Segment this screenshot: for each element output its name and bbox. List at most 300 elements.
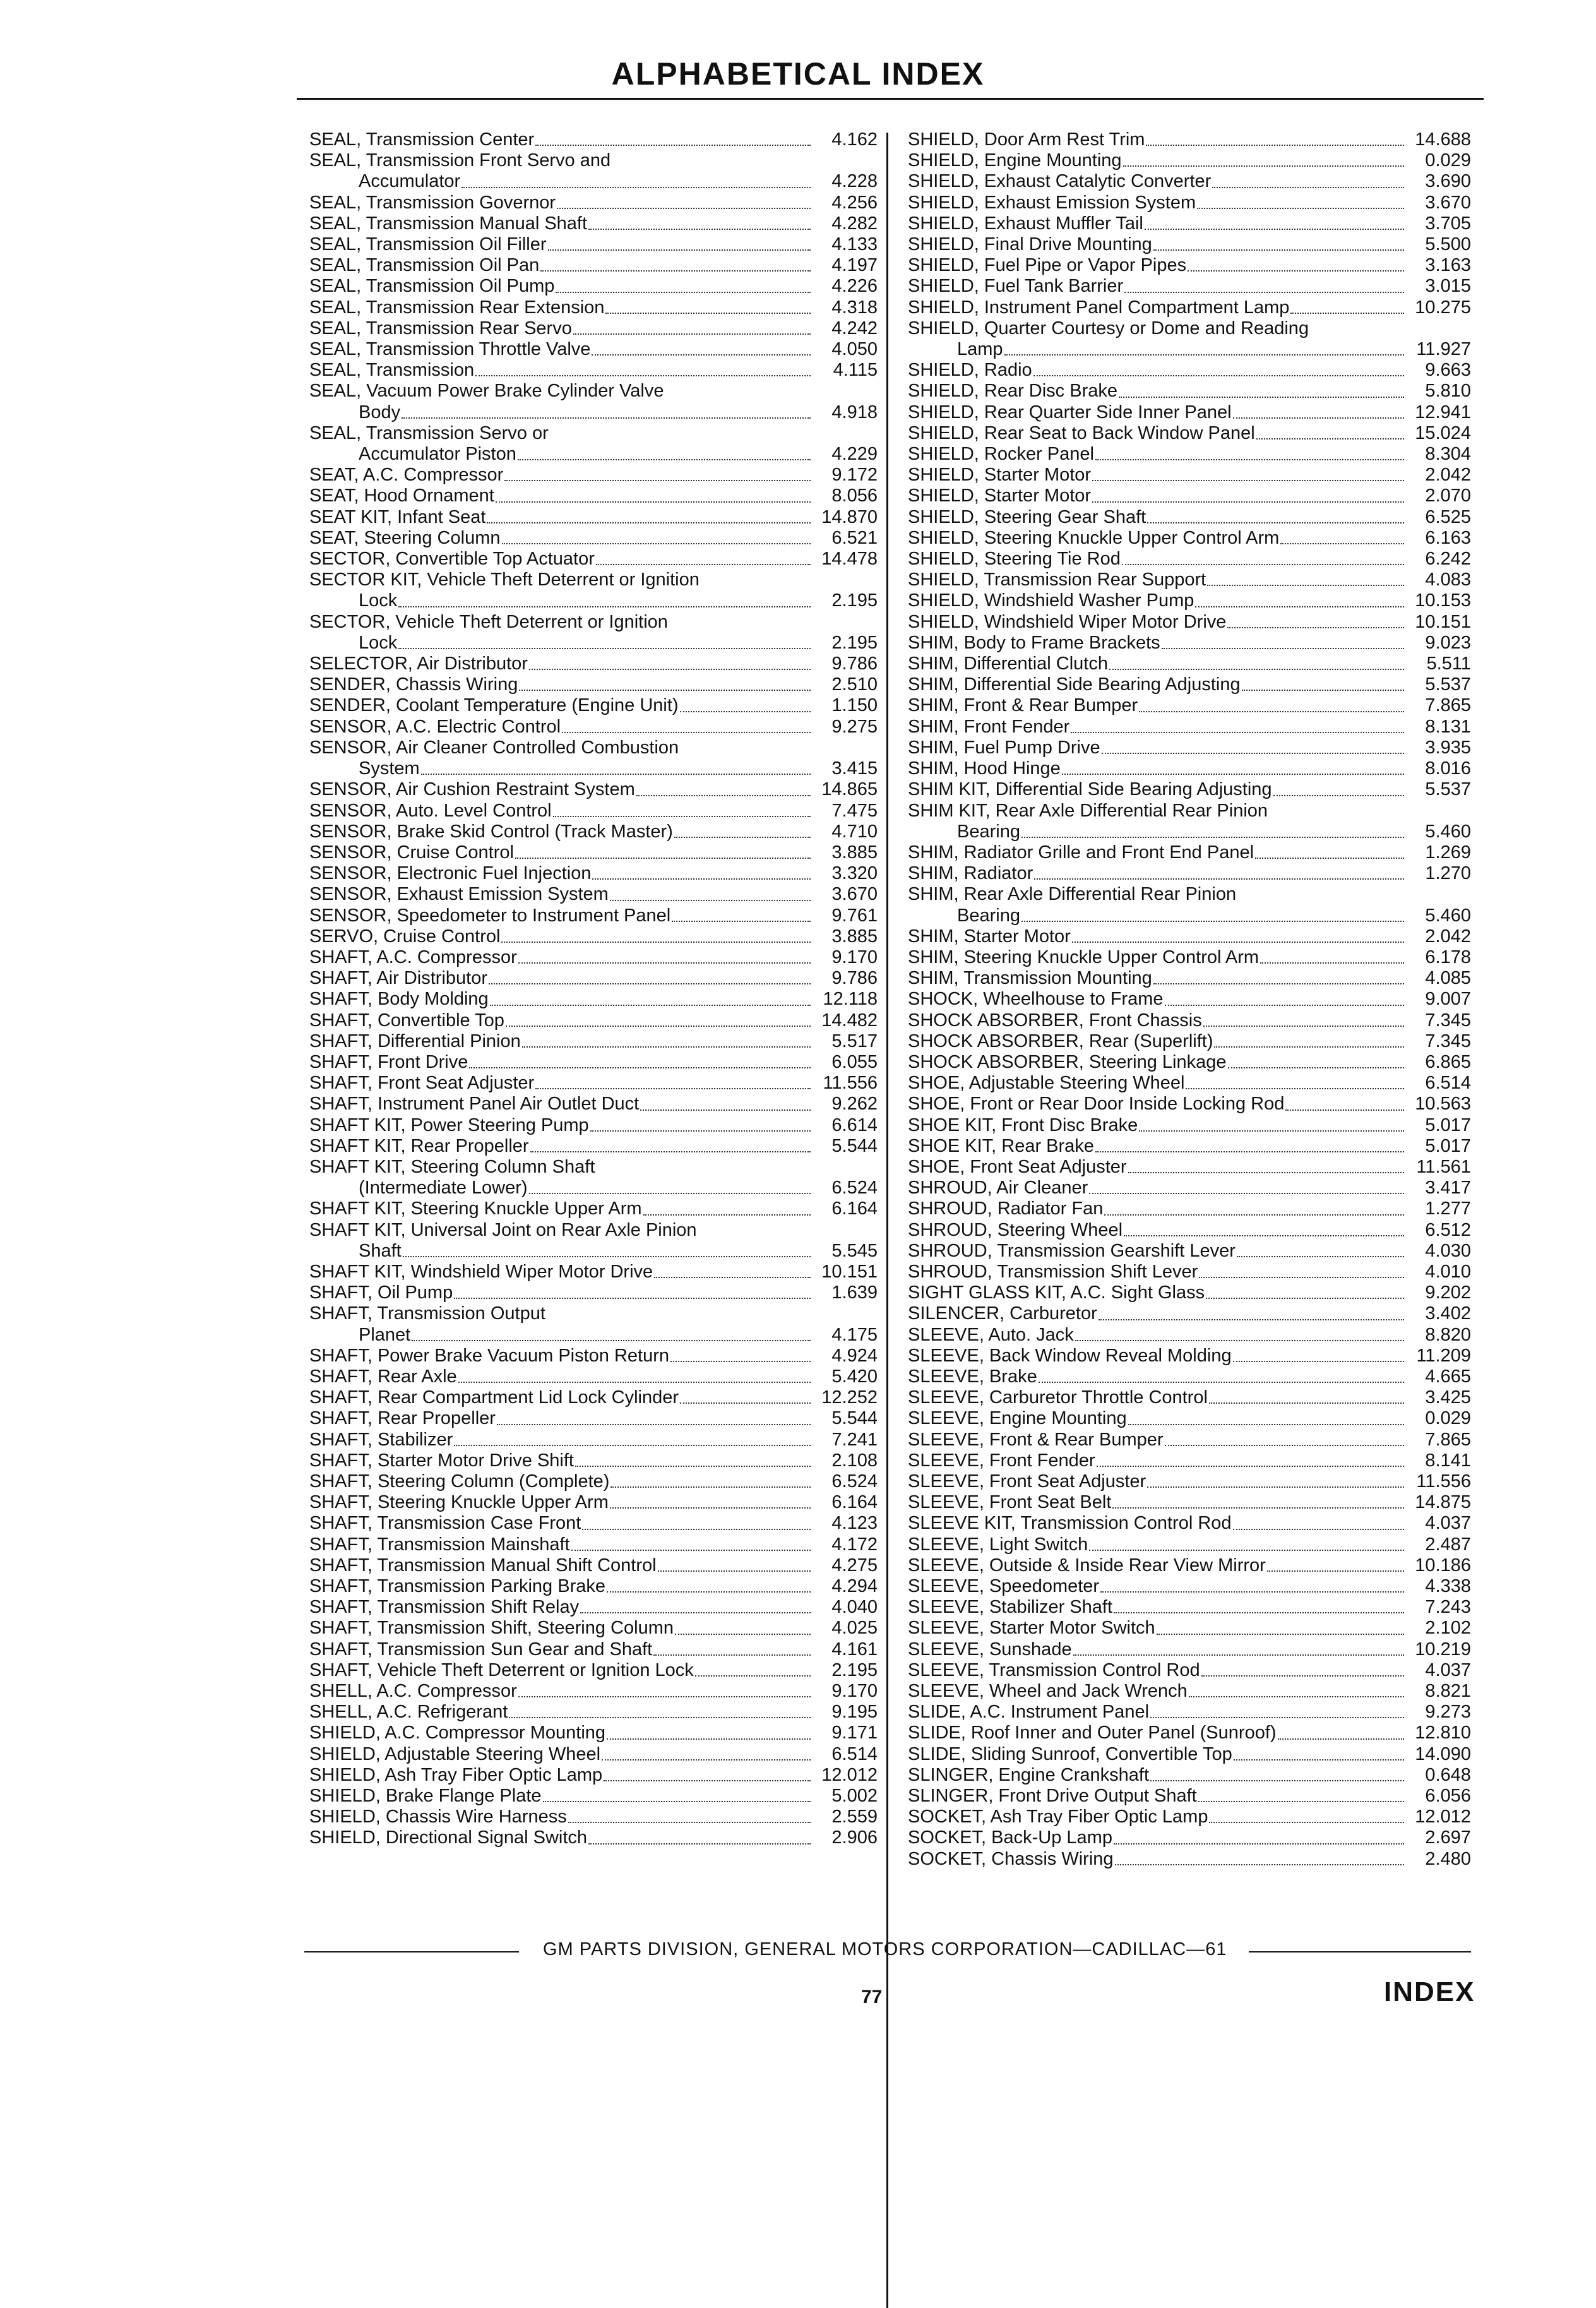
dot-leader bbox=[1273, 795, 1404, 796]
entry-label: SHIELD, Rear Disc Brake bbox=[908, 381, 1117, 402]
entry-label: SHAFT, Starter Motor Drive Shift bbox=[309, 1450, 574, 1471]
index-entry bbox=[908, 1492, 1471, 1513]
dot-leader bbox=[1097, 1466, 1404, 1467]
entry-reference: 4.172 bbox=[831, 1534, 878, 1555]
entry-reference: 2.697 bbox=[1425, 1827, 1471, 1848]
entry-reference: 10.186 bbox=[1415, 1555, 1471, 1576]
entry-label: SHIELD, Exhaust Emission System bbox=[908, 192, 1196, 213]
entry-label: SHAFT, Transmission Mainshaft bbox=[309, 1534, 570, 1555]
entry-reference: 3.885 bbox=[831, 842, 878, 863]
dot-leader bbox=[592, 878, 811, 880]
entry-label: SENSOR, Air Cushion Restraint System bbox=[309, 779, 635, 800]
entry-reference: 4.162 bbox=[831, 129, 878, 150]
dot-leader bbox=[489, 983, 811, 984]
entry-reference: 5.420 bbox=[831, 1366, 878, 1387]
entry-label: SHIM, Transmission Mounting bbox=[908, 968, 1152, 989]
page-number: 77 bbox=[861, 1987, 883, 2007]
entry-label: SHAFT, Front Drive bbox=[309, 1051, 468, 1072]
entry-reference: 5.544 bbox=[831, 1135, 878, 1156]
entry-reference: 4.050 bbox=[831, 339, 878, 360]
dot-leader bbox=[403, 1256, 811, 1257]
entry-reference: 3.425 bbox=[1425, 1387, 1471, 1408]
index-entry bbox=[309, 1744, 878, 1765]
entry-label: Bearing bbox=[957, 905, 1020, 926]
entry-reference: 11.556 bbox=[1416, 1471, 1471, 1492]
index-entry bbox=[309, 1136, 878, 1157]
dot-leader bbox=[1157, 1634, 1404, 1635]
entry-reference: 4.115 bbox=[833, 360, 878, 381]
entry-reference: 5.460 bbox=[1425, 905, 1471, 926]
dot-leader bbox=[588, 1843, 811, 1845]
index-entry bbox=[309, 1681, 878, 1702]
dot-leader bbox=[1123, 165, 1404, 167]
entry-reference: 5.500 bbox=[1425, 234, 1471, 255]
entry-reference: 6.521 bbox=[831, 527, 878, 548]
index-entry bbox=[309, 1430, 878, 1450]
dot-leader bbox=[1198, 1801, 1404, 1802]
entry-label: SOCKET, Chassis Wiring bbox=[908, 1848, 1114, 1869]
entry-label: SHIELD, Steering Gear Shaft bbox=[908, 506, 1146, 527]
dot-leader bbox=[658, 1570, 811, 1572]
index-entry bbox=[908, 1387, 1471, 1408]
entry-label: SHIELD, Final Drive Mounting bbox=[908, 234, 1152, 255]
entry-label: SLEEVE, Back Window Reveal Molding bbox=[908, 1345, 1232, 1366]
entry-label: SHIM, Body to Frame Brackets bbox=[908, 632, 1160, 653]
entry-label: SHIELD, Directional Signal Switch bbox=[309, 1827, 588, 1848]
entry-reference: 4.010 bbox=[1425, 1261, 1471, 1282]
entry-reference: 12.252 bbox=[821, 1387, 878, 1408]
index-entry bbox=[309, 1827, 878, 1848]
entry-reference: 14.688 bbox=[1415, 129, 1471, 150]
index-entry bbox=[908, 989, 1471, 1010]
entry-reference: 6.178 bbox=[1425, 947, 1471, 967]
index-entry bbox=[309, 1576, 878, 1597]
index-entry bbox=[908, 863, 1471, 884]
dot-leader bbox=[535, 1088, 811, 1089]
entry-reference: 4.037 bbox=[1425, 1659, 1471, 1680]
index-entry bbox=[908, 297, 1471, 318]
entry-label: SEAL, Transmission Front Servo and bbox=[309, 150, 611, 171]
dot-leader bbox=[1237, 1256, 1404, 1257]
entry-label: SEAL, Transmission Oil Filler bbox=[309, 234, 547, 255]
entry-reference: 8.016 bbox=[1425, 758, 1471, 779]
entry-label: SHAFT, Transmission Sun Gear and Shaft bbox=[309, 1639, 653, 1659]
index-entry bbox=[908, 528, 1471, 549]
index-entry bbox=[908, 1199, 1471, 1219]
entry-label: SHIELD, Rear Seat to Back Window Panel bbox=[908, 422, 1255, 443]
entry-label: SHIELD, Steering Tie Rod bbox=[908, 549, 1121, 570]
entry-reference: 5.810 bbox=[1425, 381, 1471, 402]
entry-reference: 4.665 bbox=[1425, 1366, 1471, 1387]
index-entry bbox=[908, 402, 1471, 423]
index-entry bbox=[908, 1765, 1471, 1786]
entry-label: Lamp bbox=[957, 339, 1003, 360]
dot-leader bbox=[604, 1780, 811, 1781]
dot-leader bbox=[1102, 753, 1404, 754]
entry-label: SHAFT KIT, Universal Joint on Rear Axle Pinion bbox=[309, 1219, 697, 1240]
entry-label: SHAFT KIT, Windshield Wiper Motor Drive bbox=[309, 1261, 653, 1282]
entry-reference: 0.029 bbox=[1425, 1408, 1471, 1429]
entry-label: Planet bbox=[359, 1324, 411, 1345]
index-entry bbox=[908, 339, 1471, 360]
entry-reference: 6.514 bbox=[831, 1743, 878, 1764]
index-entry bbox=[309, 822, 878, 842]
dot-leader bbox=[590, 1130, 811, 1132]
entry-label: SHIELD, Fuel Tank Barrier bbox=[908, 276, 1124, 297]
index-entry bbox=[908, 570, 1471, 590]
index-entry bbox=[908, 1786, 1471, 1807]
dot-leader bbox=[580, 1612, 811, 1613]
index-entry bbox=[908, 779, 1471, 800]
dot-leader bbox=[1073, 1654, 1404, 1656]
entry-label: SEAL, Transmission Oil Pan bbox=[309, 255, 540, 276]
footer-text: GM PARTS DIVISION, GENERAL MOTORS CORPORATION—CADILLAC—61 bbox=[543, 1939, 1227, 1959]
entry-reference: 14.482 bbox=[821, 1010, 878, 1031]
dot-leader bbox=[518, 962, 811, 964]
dot-leader bbox=[1280, 543, 1404, 544]
entry-label: SHIELD, Exhaust Catalytic Converter bbox=[908, 171, 1212, 192]
entry-label: SHIM, Differential Clutch bbox=[908, 654, 1108, 674]
index-entry bbox=[908, 1849, 1471, 1870]
entry-label: SIGHT GLASS KIT, A.C. Sight Glass bbox=[908, 1283, 1205, 1303]
dot-leader bbox=[1267, 1570, 1404, 1572]
index-entry bbox=[309, 1807, 878, 1827]
index-entry bbox=[309, 1178, 878, 1199]
index-entry bbox=[309, 150, 878, 171]
index-entry bbox=[309, 1157, 878, 1178]
dot-leader bbox=[402, 417, 811, 419]
entry-reference: 4.294 bbox=[831, 1576, 878, 1597]
index-entry bbox=[908, 1430, 1471, 1450]
dot-leader bbox=[1104, 1214, 1404, 1216]
index-entry bbox=[309, 758, 878, 779]
index-entry bbox=[309, 1450, 878, 1471]
dot-leader bbox=[509, 1717, 811, 1718]
entry-label: SHIELD, Windshield Wiper Motor Drive bbox=[908, 611, 1227, 632]
dot-leader bbox=[519, 690, 811, 691]
dot-leader bbox=[636, 795, 811, 796]
entry-label: SOCKET, Back-Up Lamp bbox=[908, 1827, 1112, 1848]
index-entry bbox=[908, 822, 1471, 842]
index-entry bbox=[908, 590, 1471, 611]
entry-reference: 2.070 bbox=[1425, 486, 1471, 506]
dot-leader bbox=[1089, 1193, 1404, 1194]
entry-label: SHAFT KIT, Power Steering Pump bbox=[309, 1115, 589, 1135]
dot-leader bbox=[1109, 669, 1404, 670]
index-entry bbox=[908, 1827, 1471, 1848]
entry-label: SHOE, Front or Rear Door Inside Locking Rod bbox=[908, 1094, 1285, 1115]
entry-reference: 14.870 bbox=[821, 506, 878, 527]
entry-label: SHIM, Front Fender bbox=[908, 716, 1070, 737]
entry-label: SEAT KIT, Infant Seat bbox=[309, 506, 486, 527]
entry-label: SEAL, Transmission bbox=[309, 360, 475, 381]
dot-leader bbox=[1021, 921, 1404, 922]
entry-reference: 7.241 bbox=[831, 1429, 878, 1450]
entry-reference: 7.345 bbox=[1425, 1031, 1471, 1051]
index-entry bbox=[908, 1681, 1471, 1702]
entry-label: SHOE, Front Seat Adjuster bbox=[908, 1156, 1127, 1177]
dot-leader bbox=[458, 1382, 811, 1383]
entry-reference: 2.195 bbox=[831, 632, 878, 653]
entry-label: SHROUD, Steering Wheel bbox=[908, 1219, 1123, 1240]
index-entry bbox=[908, 674, 1471, 695]
entry-reference: 4.083 bbox=[1425, 570, 1471, 590]
entry-reference: 6.056 bbox=[1425, 1786, 1471, 1807]
entry-reference: 14.875 bbox=[1415, 1492, 1471, 1513]
dot-leader bbox=[568, 1822, 811, 1823]
entry-label: SENSOR, A.C. Electric Control bbox=[309, 716, 561, 737]
dot-leader bbox=[1207, 585, 1404, 586]
entry-reference: 2.042 bbox=[1425, 926, 1471, 947]
entry-label: SLEEVE, Carburetor Throttle Control bbox=[908, 1387, 1208, 1408]
entry-label: SHAFT, Rear Propeller bbox=[309, 1408, 496, 1429]
entry-label: SLEEVE, Engine Mounting bbox=[908, 1408, 1127, 1429]
index-entry bbox=[309, 1073, 878, 1094]
index-entry bbox=[309, 906, 878, 926]
dot-leader bbox=[496, 501, 811, 503]
entry-reference: 5.002 bbox=[831, 1786, 878, 1807]
entry-label: SEAT, Hood Ornament bbox=[309, 486, 494, 506]
index-entry bbox=[908, 717, 1471, 738]
dot-leader bbox=[518, 459, 811, 460]
entry-label: SEAL, Transmission Rear Extension bbox=[309, 297, 605, 318]
entry-reference: 4.025 bbox=[831, 1618, 878, 1639]
entry-reference: 7.475 bbox=[831, 800, 878, 821]
index-entry bbox=[309, 717, 878, 738]
entry-reference: 8.056 bbox=[831, 486, 878, 506]
dot-leader bbox=[1034, 878, 1404, 880]
index-entry bbox=[908, 171, 1471, 192]
entry-reference: 9.786 bbox=[831, 968, 878, 989]
entry-reference: 12.941 bbox=[1415, 402, 1471, 422]
entry-label: SLINGER, Engine Crankshaft bbox=[908, 1764, 1150, 1785]
entry-reference: 9.170 bbox=[831, 947, 878, 967]
entry-label: SEAL, Transmission Center bbox=[309, 129, 535, 150]
entry-reference: 3.690 bbox=[1425, 171, 1471, 192]
index-entry bbox=[309, 1555, 878, 1576]
index-entry bbox=[908, 947, 1471, 968]
entry-label: SHIELD, Instrument Panel Compartment Lamp bbox=[908, 297, 1290, 318]
index-entry bbox=[309, 129, 878, 150]
dot-leader bbox=[1260, 962, 1404, 964]
index-entry bbox=[309, 842, 878, 863]
entry-reference: 9.202 bbox=[1425, 1283, 1471, 1303]
entry-label: SHELL, A.C. Compressor bbox=[309, 1681, 517, 1702]
dot-leader bbox=[607, 1738, 811, 1740]
entry-label: SLEEVE, Outside & Inside Rear View Mirror bbox=[908, 1555, 1266, 1576]
dot-leader bbox=[582, 1529, 811, 1530]
index-entry bbox=[309, 1199, 878, 1219]
entry-label: SHIELD, Rear Quarter Side Inner Panel bbox=[908, 402, 1232, 422]
entry-label: Body bbox=[359, 402, 401, 422]
entry-reference: 2.042 bbox=[1425, 465, 1471, 486]
entry-reference: 12.012 bbox=[1415, 1807, 1471, 1827]
entry-reference: 4.030 bbox=[1425, 1240, 1471, 1261]
index-entry bbox=[309, 1597, 878, 1618]
entry-label: SHAFT, Steering Column (Complete) bbox=[309, 1471, 610, 1492]
dot-leader bbox=[502, 543, 811, 544]
entry-reference: 6.163 bbox=[1425, 527, 1471, 548]
dot-leader bbox=[1162, 648, 1404, 649]
dot-leader bbox=[1233, 417, 1404, 419]
entry-label: SHIM KIT, Rear Axle Differential Rear Pinion bbox=[908, 800, 1268, 821]
entry-label: SHAFT, Transmission Manual Shift Control bbox=[309, 1555, 657, 1576]
dot-leader bbox=[588, 229, 811, 230]
entry-reference: 6.164 bbox=[831, 1492, 878, 1513]
dot-leader bbox=[529, 1193, 811, 1194]
entry-label: SEAL, Vacuum Power Brake Cylinder Valve bbox=[309, 381, 664, 402]
entry-reference: 5.545 bbox=[831, 1240, 878, 1261]
entry-reference: 4.710 bbox=[831, 821, 878, 842]
entry-label: SLEEVE, Starter Motor Switch bbox=[908, 1618, 1155, 1639]
entry-reference: 3.670 bbox=[1425, 192, 1471, 213]
index-entry bbox=[309, 1052, 878, 1073]
entry-label: SHIELD, Starter Motor bbox=[908, 465, 1092, 486]
entry-label: (Intermediate Lower) bbox=[359, 1178, 528, 1199]
page-title: ALPHABETICAL INDEX bbox=[611, 56, 985, 92]
dot-leader bbox=[462, 187, 811, 188]
dot-leader bbox=[571, 1550, 811, 1551]
dot-leader bbox=[1124, 1235, 1404, 1236]
entry-label: SENSOR, Air Cleaner Controlled Combustion bbox=[309, 737, 679, 758]
dot-leader bbox=[640, 1109, 811, 1111]
entry-reference: 10.153 bbox=[1415, 590, 1471, 611]
entry-reference: 4.318 bbox=[831, 297, 878, 318]
entry-reference: 5.017 bbox=[1425, 1115, 1471, 1135]
dot-leader bbox=[1119, 397, 1404, 398]
dot-leader bbox=[1114, 1843, 1404, 1845]
entry-reference: 0.648 bbox=[1425, 1764, 1471, 1785]
index-entry bbox=[309, 738, 878, 758]
dot-leader bbox=[1188, 270, 1404, 272]
index-entry bbox=[309, 402, 878, 423]
entry-label: SHAFT, Front Seat Adjuster bbox=[309, 1073, 535, 1094]
dot-leader bbox=[1209, 1822, 1404, 1823]
entry-label: SHIM, Differential Side Bearing Adjusting bbox=[908, 674, 1241, 695]
entry-reference: 10.219 bbox=[1415, 1639, 1471, 1659]
index-entry bbox=[908, 1073, 1471, 1094]
entry-label: SEAL, Transmission Rear Servo bbox=[309, 318, 572, 338]
dot-leader bbox=[596, 564, 811, 565]
dot-leader bbox=[670, 1361, 811, 1362]
index-entry bbox=[309, 1702, 878, 1723]
entry-reference: 5.511 bbox=[1426, 654, 1471, 674]
entry-reference: 4.228 bbox=[831, 171, 878, 192]
entry-reference: 6.525 bbox=[1425, 506, 1471, 527]
dot-leader bbox=[1242, 690, 1404, 691]
entry-label: SHAFT, Transmission Case Front bbox=[309, 1513, 581, 1534]
entry-reference: 9.172 bbox=[831, 465, 878, 486]
entry-reference: 9.786 bbox=[831, 654, 878, 674]
index-entry bbox=[309, 1325, 878, 1346]
dot-leader bbox=[1115, 1864, 1404, 1865]
entry-reference: 8.141 bbox=[1425, 1450, 1471, 1471]
index-entry bbox=[309, 654, 878, 674]
dot-leader bbox=[1146, 145, 1404, 146]
index-entry bbox=[309, 486, 878, 506]
entry-label: SHIM, Starter Motor bbox=[908, 926, 1071, 947]
entry-reference: 9.275 bbox=[831, 716, 878, 737]
entry-label: SHIELD, Chassis Wire Harness bbox=[309, 1807, 567, 1827]
entry-label: SLEEVE, Stabilizer Shaft bbox=[908, 1597, 1112, 1618]
index-entry bbox=[908, 1010, 1471, 1031]
entry-label: SLIDE, Roof Inner and Outer Panel (Sunroof) bbox=[908, 1723, 1277, 1743]
entry-label: SHIELD, Brake Flange Plate bbox=[309, 1786, 542, 1807]
index-entry bbox=[309, 947, 878, 968]
entry-label: SHAFT, Body Molding bbox=[309, 989, 489, 1010]
dot-leader bbox=[1153, 983, 1404, 984]
entry-reference: 3.415 bbox=[831, 758, 878, 779]
entry-label: SHAFT, Rear Axle bbox=[309, 1366, 457, 1387]
index-entry bbox=[309, 318, 878, 339]
index-entry bbox=[309, 1031, 878, 1052]
index-entry bbox=[908, 1534, 1471, 1555]
dot-leader bbox=[1128, 1172, 1404, 1173]
index-entry bbox=[908, 968, 1471, 989]
entry-reference: 2.906 bbox=[831, 1827, 878, 1848]
entry-reference: 4.924 bbox=[831, 1345, 878, 1366]
index-entry bbox=[908, 801, 1471, 822]
dot-leader bbox=[610, 1486, 811, 1488]
index-entry bbox=[908, 1576, 1471, 1597]
index-column-right bbox=[908, 129, 1471, 1870]
entry-label: SECTOR, Vehicle Theft Deterrent or Ignition bbox=[309, 611, 668, 632]
index-entry bbox=[309, 1492, 878, 1513]
index-entry bbox=[309, 863, 878, 884]
index-entry bbox=[309, 1786, 878, 1807]
entry-reference: 5.537 bbox=[1425, 674, 1471, 695]
entry-reference: 12.012 bbox=[821, 1764, 878, 1785]
entry-reference: 12.810 bbox=[1415, 1723, 1471, 1743]
index-entry bbox=[908, 444, 1471, 465]
index-entry bbox=[908, 1346, 1471, 1366]
entry-reference: 2.102 bbox=[1425, 1618, 1471, 1639]
entry-reference: 4.123 bbox=[831, 1513, 878, 1534]
index-entry bbox=[309, 1220, 878, 1241]
dot-leader bbox=[504, 480, 811, 481]
entry-reference: 14.478 bbox=[821, 549, 878, 570]
index-entry bbox=[309, 1513, 878, 1534]
dot-leader bbox=[540, 270, 811, 272]
index-entry bbox=[908, 738, 1471, 758]
dot-leader bbox=[1285, 1109, 1404, 1111]
entry-label: SEAL, Transmission Manual Shaft bbox=[309, 213, 588, 234]
index-entry bbox=[908, 926, 1471, 947]
dot-leader bbox=[1147, 522, 1404, 523]
entry-reference: 2.108 bbox=[831, 1450, 878, 1471]
dot-leader bbox=[1124, 292, 1404, 293]
entry-label: SHIELD, Transmission Rear Support bbox=[908, 570, 1206, 590]
entry-reference: 6.614 bbox=[831, 1115, 878, 1135]
entry-label: SHIM KIT, Differential Side Bearing Adjusting bbox=[908, 779, 1272, 800]
entry-label: SHOCK ABSORBER, Rear (Superlift) bbox=[908, 1031, 1213, 1051]
index-entry bbox=[309, 1618, 878, 1639]
dot-leader bbox=[454, 1298, 811, 1299]
dot-leader bbox=[1139, 1130, 1404, 1132]
dot-leader bbox=[1197, 208, 1404, 209]
entry-label: SILENCER, Carburetor bbox=[908, 1303, 1097, 1324]
dot-leader bbox=[1021, 837, 1404, 838]
index-entry bbox=[309, 1639, 878, 1660]
index-entry bbox=[908, 193, 1471, 213]
entry-reference: 9.761 bbox=[831, 905, 878, 926]
index-entry bbox=[908, 1618, 1471, 1639]
footer-rule-right bbox=[1249, 1951, 1471, 1952]
index-entry bbox=[309, 1241, 878, 1262]
index-entry bbox=[908, 150, 1471, 171]
index-entry bbox=[908, 1597, 1471, 1618]
entry-label: SLEEVE, Transmission Control Rod bbox=[908, 1659, 1200, 1680]
